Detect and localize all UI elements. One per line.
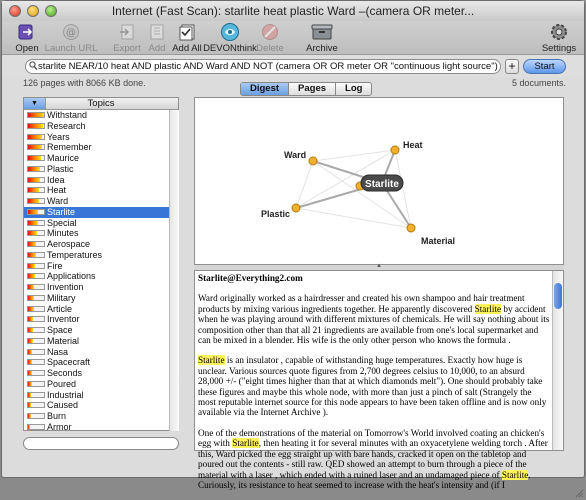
relevance-bar [27, 295, 45, 301]
relevance-bar [27, 155, 45, 161]
relevance-bar [27, 134, 45, 140]
topic-row[interactable] [24, 400, 169, 411]
search-icon [29, 61, 38, 75]
relevance-bar [27, 198, 45, 204]
topics-header-label: Topics [87, 98, 115, 109]
topic-label: Military [47, 292, 76, 303]
relevance-bar [27, 370, 45, 376]
relevance-bar [27, 230, 45, 236]
relevance-bar [27, 144, 45, 150]
graph-node[interactable] [391, 146, 399, 154]
tab-log[interactable]: Log [335, 83, 371, 95]
topic-label: Applications [47, 271, 96, 282]
relevance-bar [27, 424, 45, 430]
paragraph-text: Ward originally worked as a hairdresser and created his own shampoo and hair treatment products by mixing various ingredients together. He apparently discovered [198, 293, 525, 314]
topic-row[interactable] [24, 207, 169, 218]
graph-cross-link [296, 161, 313, 208]
topic-label: Armor [47, 421, 72, 432]
relevance-bar [27, 241, 45, 247]
close-window-button[interactable] [9, 5, 21, 17]
topic-row[interactable] [24, 422, 169, 433]
minimize-window-button[interactable] [27, 5, 39, 17]
relevance-bar [27, 187, 45, 193]
topic-row[interactable] [24, 314, 169, 325]
topic-row[interactable] [24, 390, 169, 401]
add-all-label: Add All [172, 43, 202, 54]
view-tabs [240, 82, 372, 96]
topic-label: Invention [47, 282, 84, 292]
search-query-text: starlite NEAR/10 heat AND plastic AND Ward AND NOT (camera OR OR meter OR "continuous light source") [38, 61, 498, 72]
topic-row[interactable] [24, 325, 169, 336]
archive-icon [297, 21, 347, 43]
graph-node-label: Material [421, 236, 456, 246]
highlighted-term: Starlite [232, 438, 259, 449]
paragraph-text: . Curiously, its resistance to heat seemed to increase with the heat's intensity and (if I [198, 469, 531, 490]
delete-button[interactable] [245, 21, 295, 54]
relevance-bar [27, 123, 45, 129]
topic-row[interactable] [24, 132, 169, 143]
digest-text [198, 273, 551, 500]
topic-row[interactable] [24, 164, 169, 175]
document-paragraph [198, 428, 551, 490]
settings-button[interactable] [534, 21, 584, 54]
topic-row[interactable] [24, 142, 169, 153]
topic-label: Plastic [47, 163, 74, 174]
topic-row[interactable] [24, 336, 169, 347]
settings-label: Settings [541, 43, 577, 54]
relevance-bar [27, 252, 45, 258]
topic-graph [194, 97, 564, 265]
relevance-bar [27, 338, 45, 344]
relevance-bar [27, 209, 45, 215]
archive-label: Archive [306, 43, 338, 54]
highlighted-term: Starlite [501, 469, 529, 480]
relevance-bar [27, 316, 45, 322]
topic-label: Aerospace [47, 239, 91, 249]
topic-label: Ward [47, 196, 69, 206]
paragraph-text: by accident when he was playing around with different mixtures of chemicals. He will say nothing about its composition other than that all 21 ingredients are available from one's local supermarket and can be mixed in a blender. His wife is the only other person who knows the formula . [198, 303, 550, 346]
relevance-bar [27, 413, 45, 419]
topic-label: Heat [47, 185, 67, 196]
devonthink-label: DEVONthink [203, 43, 257, 54]
launch-url-button[interactable] [43, 21, 99, 54]
splitter-grip-icon: ▲ [376, 263, 382, 269]
topic-row[interactable] [24, 411, 169, 422]
delete-icon [245, 21, 295, 43]
topic-label: Seconds [47, 368, 83, 378]
topic-row[interactable] [24, 357, 169, 368]
topic-row[interactable] [24, 153, 169, 164]
relevance-bar [27, 220, 45, 226]
graph-center-label: Starlite [365, 179, 399, 190]
topic-label: Caused [47, 400, 79, 411]
relevance-bar [27, 381, 45, 387]
add-query-button[interactable]: + [505, 59, 519, 74]
window-controls [9, 5, 57, 17]
topic-label: Years [47, 131, 70, 142]
relevance-bar [27, 284, 45, 290]
topic-label: Research [47, 120, 86, 131]
topics-filter-field[interactable] [23, 437, 179, 450]
topic-row[interactable] [24, 239, 169, 250]
topics-panel [23, 97, 179, 431]
window-title: Internet (Fast Scan): starlite heat plastic Ward –(camera OR meter... [111, 4, 475, 18]
topic-label: Maurice [47, 153, 80, 163]
document-count: 5 documents. [511, 78, 566, 88]
relevance-bar [27, 402, 45, 408]
relevance-bar [27, 327, 45, 333]
zoom-window-button[interactable] [45, 5, 57, 17]
topic-row[interactable] [24, 175, 169, 186]
relevance-bar [27, 349, 45, 355]
topic-label: Starlite [47, 206, 76, 217]
paragraph-text: is an insulator , capable of withstanding huge temperatures. Exactly how huge is unclear. Various sources quote figures from 2,700 degrees celsius to 10,000, to an absurd 28,000 +/- ("eight times higher than that at which diamonds melt"). One should probably take these figures and maybe this whole node, with more than just a pinch of salt (Strangely the most reputable internet source for this node appears to have been taken offline and is now only available via the Internet Archive ). [198, 355, 547, 418]
digest-scroll-thumb[interactable] [554, 283, 562, 309]
topic-label: Poured [47, 378, 77, 389]
delete-label: Delete [256, 43, 284, 54]
topic-row[interactable] [24, 228, 169, 239]
graph-node-label: Ward [284, 150, 307, 160]
topic-label: Article [47, 303, 73, 314]
paragraph-text: , then heating it for several minutes with an oxyacetylene welding torch . After this, Ward picked the egg straight up with bare hands, cracked it open on the tabletop and poured out the contents - still raw. QED showed an attempt to burn through a piece of the material with a laser , which ended with a ruined laser and an undamaged piece of [198, 438, 548, 480]
digest-text-panel [194, 270, 564, 490]
topic-graph-canvas [195, 98, 563, 264]
search-row [2, 55, 584, 77]
relevance-bar [27, 273, 45, 279]
highlighted-term: Starlite [198, 355, 225, 366]
topic-label: Fire [47, 260, 63, 271]
topic-label: Nasa [47, 346, 69, 357]
sort-arrow-icon: ▼ [31, 100, 38, 107]
topic-label: Temperatures [47, 249, 103, 260]
topic-row[interactable] [24, 379, 169, 390]
resize-grip-icon[interactable] [574, 488, 584, 498]
topic-label: Burn [47, 411, 67, 421]
topic-label: Special [47, 217, 77, 228]
document-source[interactable]: Starlite@Everything2.com [198, 273, 303, 283]
archive-button[interactable] [297, 21, 347, 54]
topic-label: Withstand [47, 110, 88, 120]
relevance-bar [27, 306, 45, 312]
graph-node-label: Plastic [261, 209, 291, 219]
tab-pages[interactable]: Pages [288, 83, 335, 95]
graph-cross-link [313, 150, 395, 161]
topic-row[interactable] [24, 250, 169, 261]
graph-cross-link [296, 208, 411, 228]
tab-digest[interactable]: Digest [241, 83, 288, 95]
graph-node-label: Heat [403, 140, 423, 150]
sort-column[interactable] [24, 98, 46, 109]
svg-text:@: @ [66, 27, 76, 39]
topic-row[interactable] [24, 293, 169, 304]
toolbar [2, 21, 584, 55]
document-paragraph [198, 293, 551, 345]
relevance-bar [27, 359, 45, 365]
graph-node[interactable] [292, 204, 300, 212]
export-label: Export [113, 43, 141, 54]
topic-label: Space [47, 325, 73, 335]
topic-row[interactable] [24, 110, 169, 121]
start-button[interactable]: Start [523, 59, 566, 74]
gear-icon [534, 21, 584, 43]
topic-label: Remember [47, 142, 92, 153]
topic-row[interactable] [24, 347, 169, 358]
topic-row[interactable] [24, 185, 169, 196]
topics-list [24, 110, 169, 433]
topic-row[interactable] [24, 218, 169, 229]
topic-row[interactable] [24, 282, 169, 293]
document-paragraph [198, 355, 551, 417]
search-input[interactable] [25, 59, 501, 74]
topic-row[interactable] [24, 196, 169, 207]
relevance-bar [27, 392, 45, 398]
topic-row[interactable] [24, 304, 169, 315]
relevance-bar [27, 112, 45, 118]
graph-cross-link [313, 161, 411, 228]
graph-node[interactable] [407, 224, 415, 232]
relevance-bar [27, 177, 45, 183]
topic-label: Industrial [47, 389, 84, 400]
topic-label: Spacecraft [47, 357, 91, 368]
paragraph-text: One of the demonstrations of the material on Tomorrow's World involved coating an chicken's egg with [198, 427, 545, 449]
topic-row[interactable] [24, 271, 169, 282]
launch-url-label: Launch URL [44, 43, 98, 54]
relevance-bar [27, 263, 45, 269]
topic-label: Material [47, 335, 80, 346]
globe-icon [43, 21, 99, 43]
digest-scrollbar[interactable] [552, 271, 563, 450]
topics-header[interactable] [24, 98, 178, 110]
open-label: Open [15, 43, 39, 54]
topic-row[interactable] [24, 261, 169, 272]
topic-row[interactable] [24, 368, 169, 379]
title-bar[interactable] [2, 1, 584, 21]
progress-status: 126 pages with 8066 KB done. [23, 78, 146, 88]
add-label: Add [148, 43, 166, 54]
graph-node[interactable] [309, 157, 317, 165]
relevance-bar [27, 166, 45, 172]
topic-label: Inventor [47, 314, 80, 325]
topic-label: Minutes [47, 228, 79, 239]
topic-row[interactable] [24, 121, 169, 132]
highlighted-term: Starlite [474, 303, 502, 314]
topic-label: Idea [47, 174, 65, 185]
topics-scrollbar[interactable] [169, 110, 179, 431]
